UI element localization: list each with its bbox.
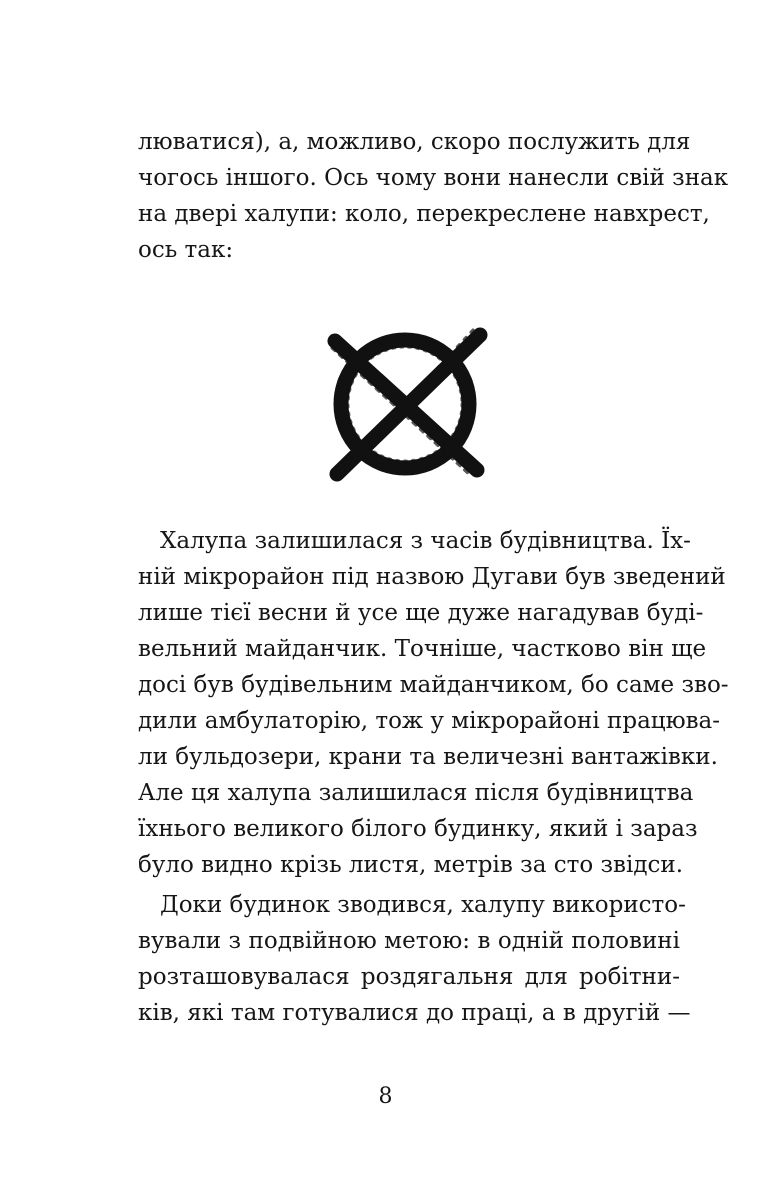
text-line: люватися), а, можливо, скоро послужить для [138,129,691,155]
text-line: чогось іншого. Ось чому вони нанесли свій знак [138,165,729,191]
text-line: розташовувалася роздягальня для робітни- [138,964,680,990]
text-line: досі був будівельним майданчиком, бо саме зво- [138,672,729,698]
text-line: ли бульдозери, крани та величезні вантажівки. [138,744,718,770]
text-line: Доки будинок зводився, халупу використо- [160,892,686,918]
text-line: дили амбулаторію, тож у мікрорайоні працюва- [138,708,721,734]
page-number: 8 [378,1084,393,1109]
text-line: вельний майданчик. Точніше, частково він ще [138,636,707,662]
text-line: було видно крізь листя, метрів за сто звідси. [138,852,684,878]
text-line: на двері халупи: коло, перекреслене навхрест, [138,201,710,227]
text-line: лише тієї весни й усе ще дуже нагадував буді- [138,600,704,626]
text-line: ось так: [138,237,234,263]
text-line: Халупа залишилася з часів будівництва. Їх- [160,528,691,554]
crossed-circle-icon [320,318,490,488]
paragraph-continuation [138,124,729,268]
paragraph-hut-usage [138,887,691,1031]
paragraph-hut-history [138,523,729,883]
text-line: Але ця халупа залишилася після будівництва [138,780,694,806]
text-line: їхнього великого білого будинку, який і зараз [138,816,698,842]
text-line: ній мікрорайон під назвою Дугави був зведений [138,564,726,590]
text-line: ків, які там готувалися до праці, а в другій — [138,1000,691,1026]
text-line: вували з подвійною метою: в одній половині [138,928,680,954]
